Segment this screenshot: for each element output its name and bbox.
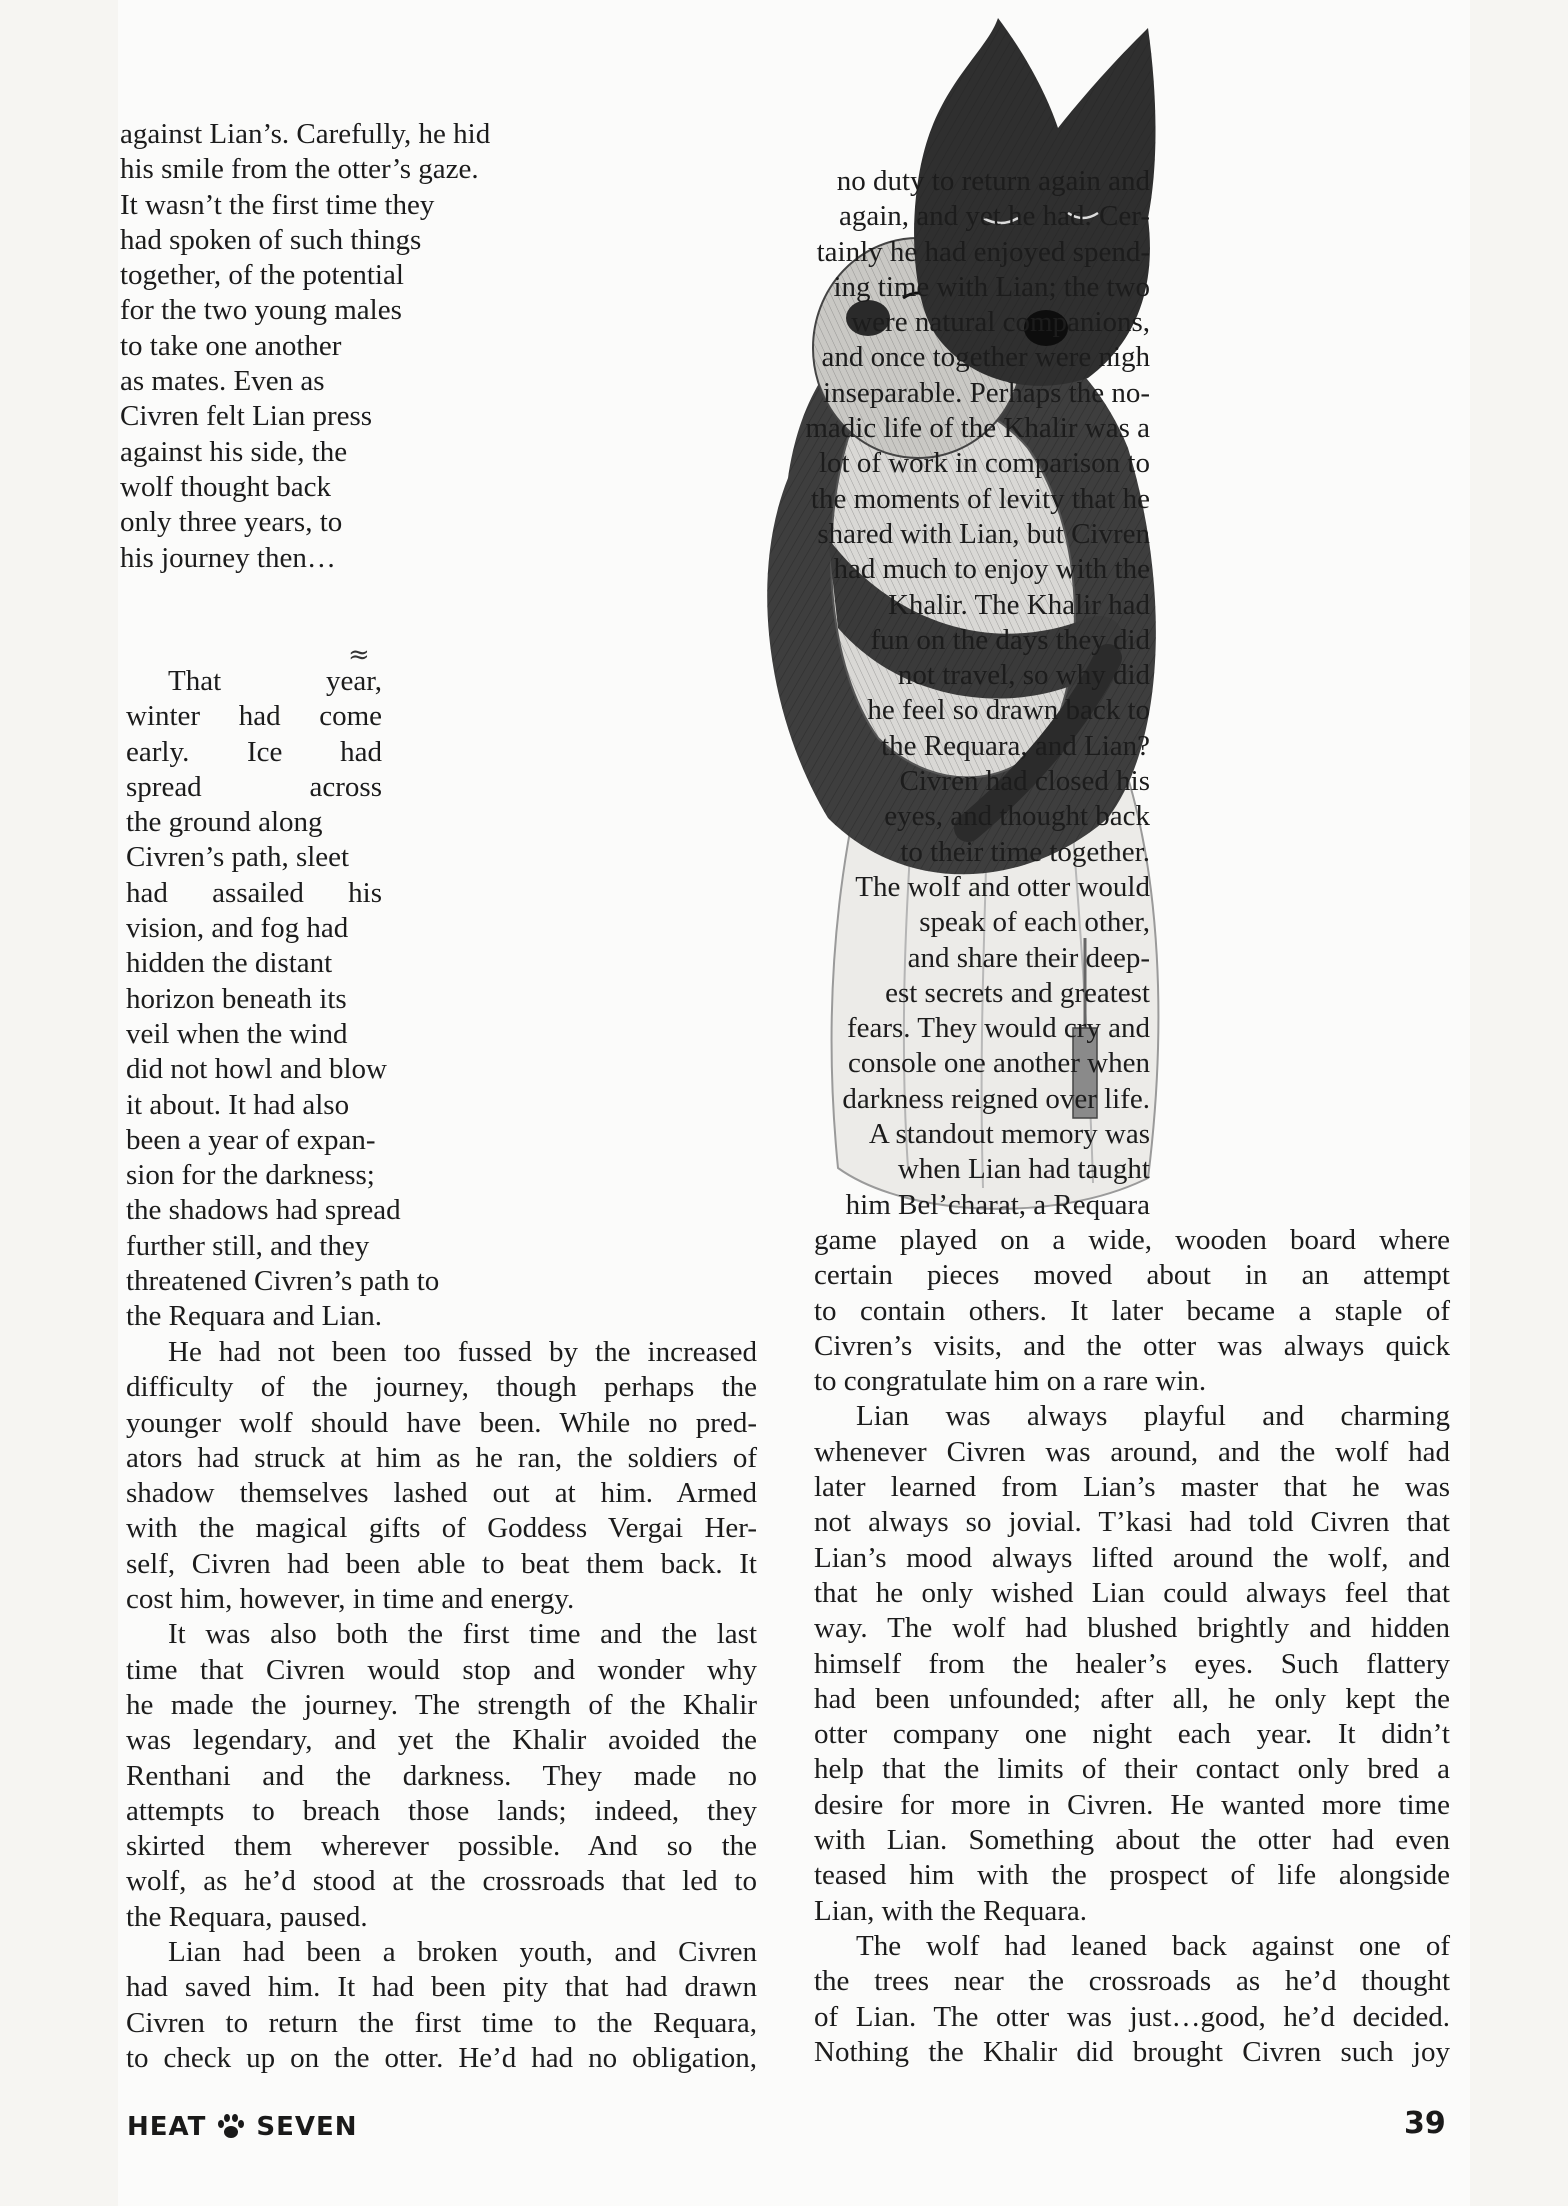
text-line: when Lian had taught (897, 1153, 1150, 1186)
text-line: ing time with Lian; the two (833, 270, 1150, 303)
text-line: darkness reigned over life. (842, 1082, 1150, 1115)
text-line: Lian’s mood always lifted around the wolf, and (814, 1541, 1450, 1574)
text-line: had spoken of such things (120, 223, 422, 256)
text-line: Nothing the Khalir did brought Civren such joy (814, 2035, 1450, 2068)
text-line: not always so jovial. T’kasi had told Civren that (814, 1506, 1450, 1539)
text-line: difficulty of the journey, though perhaps the (126, 1371, 757, 1404)
text-line: game played on a wide, wooden board where (814, 1224, 1450, 1256)
text-line: Civren’s visits, and the otter was always quick (814, 1329, 1450, 1362)
text-line: had been unfounded; after all, he only kept the (814, 1682, 1450, 1715)
text-line: as mates. Even as (120, 365, 325, 398)
text-line: Lian was always playful and charming (856, 1400, 1450, 1433)
column-c (126, 1335, 757, 2076)
text-line: had saved him. It had been pity that had drawn (126, 1971, 757, 2004)
text-line: the Requara, paused. (126, 1900, 368, 1933)
text-line: had assailed his (126, 876, 382, 909)
text-line: self, Civren had been able to beat them back. It (126, 1547, 757, 1580)
text-line: console one another when (848, 1047, 1150, 1080)
text-line: sion for the darkness; (126, 1159, 375, 1192)
text-line: his journey then… (120, 541, 336, 574)
text-line: for the two young males (120, 294, 402, 327)
text-line: to contain others. It later became a staple of (814, 1294, 1450, 1327)
text-line: the shadows had spread (126, 1194, 401, 1227)
text-line: wolf thought back (120, 470, 332, 503)
text-line: The wolf had leaned back against one of (856, 1929, 1450, 1962)
text-line: Lian had been a broken youth, and Civren (168, 1936, 757, 1969)
text-line: It wasn’t the first time they (120, 188, 435, 221)
column-a (120, 117, 491, 576)
text-line: help that the limits of their contact only bred a (814, 1753, 1450, 1786)
text-line: to congratulate him on a rare win. (814, 1365, 1207, 1398)
text-line: way. The wolf had blushed brightly and hidden (814, 1612, 1450, 1645)
text-line: him Bel’charat, a Requara (845, 1188, 1150, 1221)
text-line: It was also both the first time and the last (168, 1618, 757, 1651)
text-line: Renthani and the darkness. They made no (126, 1759, 757, 1792)
text-line: Lian, with the Requara. (814, 1894, 1087, 1927)
text-line: otter company one night each year. It didn’t (814, 1718, 1450, 1751)
text-line: wolf, as he’d stood at the crossroads that led to (126, 1865, 757, 1898)
column-d (744, 164, 1150, 1223)
text-line: A standout memory was (868, 1118, 1150, 1151)
text-line: the trees near the crossroads as he’d thought (814, 1965, 1450, 1998)
text-line: ators had struck at him as he ran, the soldiers of (126, 1441, 757, 1474)
text-line: lot of work in comparison to (818, 447, 1150, 480)
text-line: fun on the days they did (870, 623, 1150, 656)
text-line: inseparable. Perhaps the no- (823, 376, 1150, 409)
column-e (814, 1223, 1450, 2070)
text-line: to take one another (120, 329, 342, 362)
text-line: speak of each other, (919, 906, 1150, 939)
text-line: Civren felt Lian press (120, 400, 373, 433)
text-line: Civren to return the first time to the Requara, (126, 2006, 757, 2039)
text-line: Khalir. The Khalir had (887, 588, 1150, 621)
text-line: That year, (168, 665, 382, 697)
text-line: spread across (126, 770, 382, 803)
section-divider: ≈ (348, 640, 370, 670)
page-number: 39 (1404, 2106, 1446, 2141)
text-line: tainly he had enjoyed spend- (816, 235, 1150, 268)
text-line: cost him, however, in time and energy. (126, 1583, 575, 1616)
text-line: the ground along (126, 806, 323, 839)
text-line: his smile from the otter’s gaze. (120, 153, 479, 186)
text-line: and once together were nigh (821, 341, 1150, 374)
running-footer (127, 2112, 358, 2142)
text-line: further still, and they (126, 1229, 370, 1262)
text-line: est secrets and greatest (885, 976, 1150, 1009)
text-line: the moments of levity that he (810, 482, 1150, 515)
text-line: fears. They would cry and (846, 1012, 1150, 1045)
text-line: shared with Lian, but Civren (817, 517, 1150, 550)
text-line: certain pieces moved about in an attempt (814, 1259, 1450, 1292)
paw-icon (216, 2113, 246, 2141)
text-line: had much to enjoy with the (833, 553, 1150, 586)
text-line: it about. It had also (126, 1088, 350, 1121)
text-line: madic life of the Khalir was a (805, 412, 1150, 445)
text-line: was legendary, and yet the Khalir avoided the (126, 1724, 757, 1757)
text-line: together, of the potential (120, 259, 404, 292)
text-line: the Requara and Lian. (126, 1300, 383, 1333)
text-line: Civren had closed his (899, 765, 1150, 798)
text-line: skirted them wherever possible. And so the (126, 1830, 757, 1863)
text-line: with Lian. Something about the otter had even (814, 1824, 1450, 1857)
text-line: hidden the distant (126, 947, 333, 980)
text-line: whenever Civren was around, and the wolf had (814, 1435, 1450, 1468)
text-line: and share their deep- (907, 941, 1150, 974)
text-line: younger wolf should have been. While no pred- (126, 1406, 757, 1439)
text-line: desire for more in Civren. He wanted more time (814, 1788, 1450, 1821)
text-line: he made the journey. The strength of the Khalir (126, 1688, 757, 1721)
column-b (126, 664, 440, 1335)
text-line: threatened Civren’s path to (126, 1265, 440, 1298)
text-line: were natural companions, (851, 306, 1150, 339)
text-line: only three years, to (120, 506, 343, 539)
text-line: not travel, so why did (897, 659, 1150, 692)
text-line: Civren’s path, sleet (126, 841, 350, 874)
text-line: been a year of expan- (126, 1123, 376, 1156)
footer-heat: HEAT (127, 2112, 207, 2142)
text-line: The wolf and otter would (855, 870, 1150, 903)
text-line: time that Civren would stop and wonder why (126, 1653, 757, 1686)
text-line: He had not been too fussed by the increased (168, 1336, 757, 1368)
text-line: himself from the healer’s eyes. Such flattery (814, 1647, 1450, 1680)
text-line: winter had come (126, 700, 382, 733)
text-line: vision, and fog had (126, 912, 349, 945)
text-line: no duty to return again and (836, 165, 1150, 197)
text-line: teased him with the prospect of life alongside (814, 1859, 1450, 1892)
text-line: that he only wished Lian could always feel that (814, 1576, 1450, 1609)
text-line: of Lian. The otter was just…good, he’d decided. (814, 2000, 1450, 2033)
text-line: attempts to breach those lands; indeed, they (126, 1794, 757, 1827)
text-line: later learned from Lian’s master that he was (814, 1471, 1450, 1504)
text-line: did not howl and blow (126, 1053, 387, 1086)
text-line: to check up on the otter. He’d had no obligation, (126, 2041, 757, 2074)
text-line: veil when the wind (126, 1017, 348, 1050)
text-line: horizon beneath its (126, 982, 347, 1015)
text-line: early. Ice had (126, 735, 382, 768)
text-line: to their time together. (900, 835, 1150, 868)
text-line: against his side, the (120, 435, 348, 468)
text-line: against Lian’s. Carefully, he hid (120, 118, 491, 150)
magazine-page (118, 0, 1470, 2206)
text-line: with the magical gifts of Goddess Vergai Her- (126, 1512, 757, 1545)
footer-seven: SEVEN (256, 2112, 358, 2142)
text-line: again, and yet he had. Cer- (838, 200, 1150, 233)
text-line: the Requara, and Lian? (881, 729, 1150, 762)
text-line: eyes, and thought back (884, 800, 1150, 833)
text-line: shadow themselves lashed out at him. Armed (126, 1477, 757, 1510)
text-line: he feel so drawn back to (867, 694, 1150, 727)
